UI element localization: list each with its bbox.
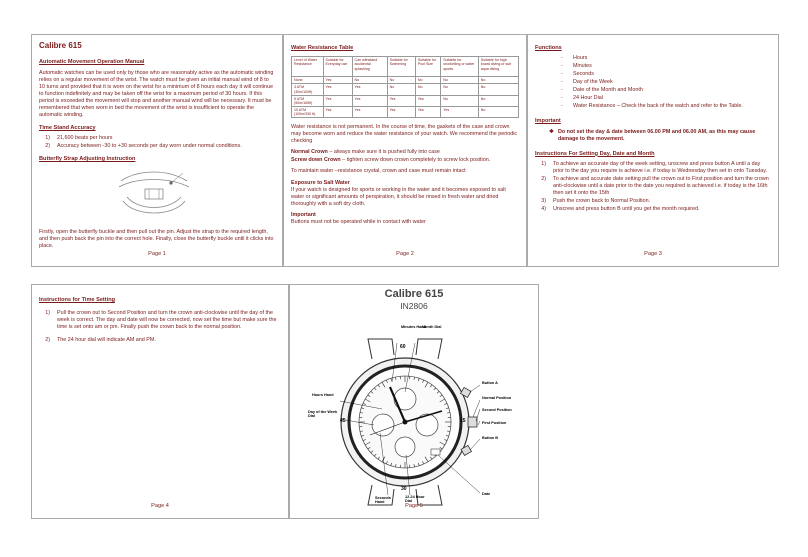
minutes-hand-label: Minutes Hand xyxy=(401,325,426,329)
table-cell: Yes xyxy=(323,84,352,95)
seconds-hand-label: Seconds Hand xyxy=(375,496,391,504)
table-cell: Yes xyxy=(415,106,440,117)
maintain-text: To maintain water –resistance crystal, crown and case must remain intact xyxy=(291,168,466,175)
table-cell: Suitable for Swimming xyxy=(387,57,415,77)
table-row xyxy=(292,106,519,117)
table-cell: No xyxy=(387,77,415,84)
table-cell: Yes xyxy=(352,106,387,117)
table-cell: No xyxy=(415,84,440,95)
salt-water-heading: Exposure to Salt Water xyxy=(291,180,350,187)
salt-water-body: If your watch is designed for sports or working in the water and it becomes exposed to salt water or significant amounts of perspiration, it should be rinsed in fresh water and dried thoroughly with a soft dry cloth. xyxy=(291,187,506,208)
day-of-week-dial-label: Day of the Week Dial xyxy=(308,410,338,418)
list-item: - Day of the Week xyxy=(561,79,613,86)
table-row xyxy=(292,84,519,95)
table-cell: No xyxy=(441,84,478,95)
normal-crown-label: Normal Crown xyxy=(291,149,328,156)
list-item: 2) Accuracy between -30 to +30 seconds per day worn under normal conditions. xyxy=(45,143,242,150)
normal-position-label: Normal Position xyxy=(482,396,512,400)
table-cell: Can withstand accidental splashing xyxy=(352,57,387,77)
table-cell: No xyxy=(441,77,478,84)
table-cell: 3 ATM (30m/100ft) xyxy=(292,84,324,95)
table-cell: Suitable for Pool Size xyxy=(415,57,440,77)
list-item: - Water Resistance – Check the back of the watch and refer to the Table. xyxy=(561,103,743,110)
button-a-label: Button A xyxy=(482,381,498,385)
table-cell: Suitable for Everyday use xyxy=(323,57,352,77)
water-resistance-note: Water resistance is not permanent. In the course of time, the gaskets of the case and crown may become worn and reduce the water resistance of your watch. We recommend the periodic checking xyxy=(291,124,518,145)
table-cell: No xyxy=(441,95,478,106)
day-date-instructions-heading: Instructions For Setting Day, Date and Month xyxy=(535,150,655,157)
table-cell: 5 ATM (50m/165ft) xyxy=(292,95,324,106)
dial-number-bottom: 30 xyxy=(401,486,407,492)
bullet-icon: - xyxy=(561,79,563,86)
dial-number-top: 60 xyxy=(400,344,406,350)
table-cell: Yes xyxy=(441,106,478,117)
bullet-icon: - xyxy=(561,71,563,78)
page-1-footer: Page 1 xyxy=(148,250,166,257)
functions-list xyxy=(535,55,771,110)
water-resistance-table xyxy=(291,56,519,118)
table-cell: Yes xyxy=(387,106,415,117)
first-position-label: First Position xyxy=(482,421,507,425)
list-item: 1) 21,600 beats per hours xyxy=(45,135,113,142)
page-3 xyxy=(527,34,779,267)
list-item: 4) Unscrew and press button B until you get the month required. xyxy=(541,206,700,213)
table-cell: Suitable for snorkelling or water sports xyxy=(441,57,478,77)
automatic-movement-heading: Automatic Movement Operation Manual xyxy=(39,59,145,66)
table-cell: No xyxy=(478,95,518,106)
list-item: - 24 Hour Dial xyxy=(561,95,603,102)
dial-number-right: 15 xyxy=(460,418,466,424)
bullet-icon: - xyxy=(561,87,563,94)
page-1-title: Calibre 615 xyxy=(39,41,82,50)
watch-model: IN2806 xyxy=(400,301,428,312)
important-body: Buttons must not be operated while in contact with water xyxy=(291,219,426,226)
page-5 xyxy=(289,284,539,519)
butterfly-strap-heading: Butterfly Strap Adjusting Instruction xyxy=(39,156,136,163)
dial-number-left: 45 xyxy=(340,418,346,424)
butterfly-strap-illustration xyxy=(113,167,195,223)
table-row xyxy=(292,57,519,77)
normal-crown-text: – always make sure it is pushed fully into case xyxy=(327,149,440,156)
bullet-icon: - xyxy=(561,103,563,110)
page-1 xyxy=(31,34,283,267)
table-cell: Yes xyxy=(323,77,352,84)
table-cell: No xyxy=(478,84,518,95)
important-heading: Important xyxy=(291,212,316,219)
list-item: - Minutes xyxy=(561,63,592,70)
table-row xyxy=(292,77,519,84)
day-date-instructions xyxy=(535,161,771,213)
list-item: 2) The 24 hour dial will indicate AM and PM. xyxy=(45,337,156,344)
bullet-icon: - xyxy=(561,63,563,70)
list-item: 2) To achieve and accurate date setting pull the crown out to First position and turn the crown anti-clockwise until a date prior to the date you required is achieved i.e. if today is the 16th then set it onto the 15th xyxy=(541,175,769,196)
page-5-footer: Page 5 xyxy=(405,502,423,509)
screw-crown-text: – tighten screw down crown completely to screw lock position. xyxy=(340,157,491,164)
table-cell: Yes xyxy=(415,95,440,106)
table-cell: Level of Water Resistance xyxy=(292,57,324,77)
list-item: 1) Pull the crown out to Second Position and turn the crown anti-clockwise until the day of the week is correct. The day and date will now be corrected, now set the time but make sure the time is set onto am or pm. Finally push the crown back to the normal position. xyxy=(45,310,277,331)
table-cell: No xyxy=(415,77,440,84)
page-4 xyxy=(31,284,289,519)
date-label: Date xyxy=(482,492,491,496)
table-cell: Yes xyxy=(323,95,352,106)
list-item: 1) To achieve an accurate day of the week setting, unscrew and press button A until a day prior to the day you require is achieve i.e. if today is Wednesday then set in onto Tuesday. xyxy=(541,160,768,174)
list-item: - Hours xyxy=(561,55,588,62)
table-cell: No xyxy=(352,77,387,84)
diamond-icon: ❖ xyxy=(549,128,554,135)
watch-title: Calibre 615 xyxy=(384,288,444,300)
table-cell: Yes xyxy=(352,84,387,95)
automatic-movement-body: Automatic watches can be used only by those who are reasonably active as the automatic winding relies on a regular movement of the wrist. The watch must be given an initial manual wind of 8 to 10 turns and provided that it is worn on the wrist for a minimum of 8 hours each day it will continue to function indefinitely and may be taken off the wrist for a maximum period of 30 hours. If this period is exceeded the movement will stop and another manual wind will be necessary. It must be remembered that when worn in bed the movement of the wrist is insufficient to operate the automatic winding. xyxy=(39,69,274,118)
page-2 xyxy=(283,34,527,267)
table-cell: No xyxy=(387,84,415,95)
page-4-footer: Page 4 xyxy=(151,502,169,509)
hours-hand-label: Hours Hand xyxy=(312,393,334,397)
page-3-important-heading: Important xyxy=(535,118,561,125)
time-stand-accuracy-heading: Time Stand Accuracy xyxy=(39,124,96,131)
bullet-icon: - xyxy=(561,55,563,62)
page-3-footer: Page 3 xyxy=(644,250,662,257)
table-row xyxy=(292,95,519,106)
list-item: - Date of the Month and Month xyxy=(561,87,643,94)
table-cell: None xyxy=(292,77,324,84)
second-position-label: Second Position xyxy=(482,408,512,412)
table-cell: Yes xyxy=(352,95,387,106)
watch-diagram xyxy=(330,337,480,507)
important-note: ❖ Do not set the day & date between 06.00 PM and 06.00 AM, as this may cause damage to the movement. xyxy=(549,128,756,142)
water-resistance-heading: Water Resistance Table xyxy=(291,45,354,51)
functions-heading: Functions xyxy=(535,45,562,51)
table-cell: 10 ATM (100m/330 ft) xyxy=(292,106,324,117)
hour-dial-24-label: 12-24 Hour Dial xyxy=(405,495,425,503)
button-b-label: Button B xyxy=(482,436,499,440)
table-cell: Yes xyxy=(387,95,415,106)
list-item: 3) Push the crown back to Normal Position. xyxy=(541,198,651,205)
time-setting-heading: Instructions for Time Setting xyxy=(39,297,116,303)
list-item: - Seconds xyxy=(561,71,594,78)
table-cell: No xyxy=(478,106,518,117)
butterfly-strap-body: Firstly, open the butterfly buckle and then pull out the pin. Adjust the strap to the required length, and then push back the pin into the correct hole. Finally, close the butterfly buckle until it clicks into place. xyxy=(39,229,274,250)
screw-crown-label: Screw down Crown xyxy=(291,157,341,164)
table-cell: No xyxy=(478,77,518,84)
table-cell: Yes xyxy=(323,106,352,117)
table-cell: Suitable for high board diving or sub aqua diving xyxy=(478,57,518,77)
page-2-footer: Page 2 xyxy=(396,250,414,257)
month-dial-label: Month Dial xyxy=(422,325,442,329)
bullet-icon: - xyxy=(561,95,563,102)
